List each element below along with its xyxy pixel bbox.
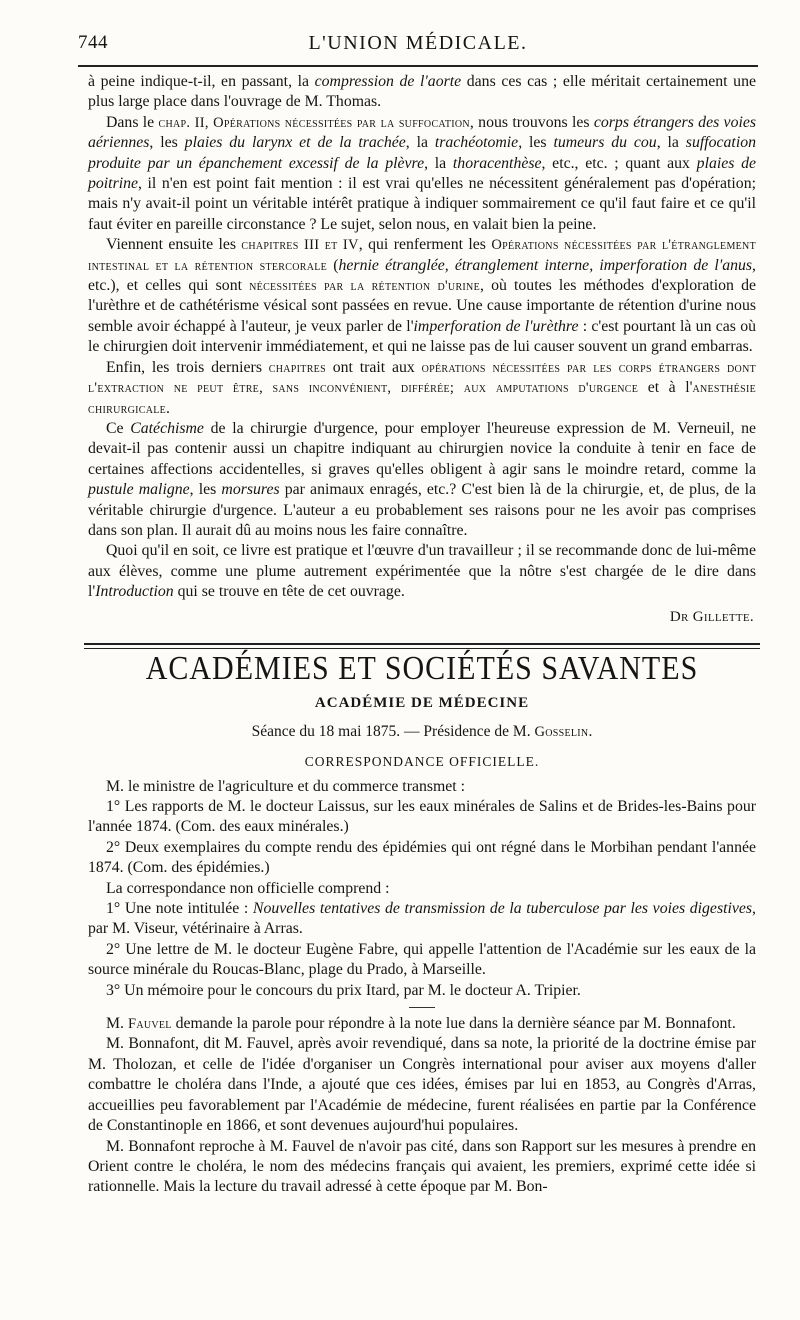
italic-run: thoracenthèse: [452, 154, 542, 172]
italic-run: morsures: [221, 481, 280, 499]
text-run: , la: [656, 134, 686, 152]
text-run: par animaux enragés, etc.? C'est bien là de la chirurgie, et, de plus, de la véritable chirurgie d'urgence. L'auteur a eu probablement ses raisons pour ne les avoir pas comprises dans son plan. Il aurait dû au moins nous les faire connaître.: [88, 481, 756, 539]
review-paragraph-3: [88, 235, 756, 357]
text-run: .: [588, 722, 593, 740]
smallcaps-run: chapitres III et IV: [241, 237, 359, 254]
text-run: Enfin, les trois derniers: [106, 358, 269, 376]
italic-run: corps étrangers des voies aériennes: [88, 113, 757, 152]
italic-run: imperforation de l'urèthre: [413, 317, 579, 335]
text-run: .: [166, 399, 170, 417]
text-run: Séance du 18 mai 1875. — Présidence de M.: [251, 722, 535, 740]
correspondance-item: M. le ministre de l'agriculture et du commerce transmet :: [106, 777, 466, 795]
text-run: M.: [106, 1015, 128, 1033]
text-run: demande la parole pour répondre à la note lue dans la dernière séance par M. Bonnafont.: [171, 1015, 736, 1033]
text-run: (: [327, 256, 339, 274]
president-name: Gosselin: [534, 723, 589, 740]
review-paragraph-6: [88, 541, 756, 602]
text-run: et à l': [638, 379, 693, 397]
text-run: , les: [518, 134, 554, 152]
text-run: de la chirurgie d'urgence, pour employer l'heureuse expression de M. Verneuil, ne devait-il pas contenir aussi un chapitre indiquant au chirurgien novice la conduite à tenir en face de certaines affections accidentelles, si graves qu'elles obligent à agir sans le moindre retard, comme la: [88, 419, 757, 478]
separator-rule: [409, 1007, 435, 1008]
text-run: Viennent ensuite les: [106, 236, 242, 254]
italic-run: plaies de poitrine: [88, 154, 757, 193]
text-run: , les: [149, 134, 185, 152]
page-number: 744: [78, 32, 108, 53]
section-rule-thick: [84, 643, 760, 645]
review-paragraph-1: [88, 72, 756, 113]
academy-title: ACADÉMIE DE MÉDECINE: [314, 695, 530, 712]
text-run: , où toutes les méthodes d'exploration de l'urèthre et de cathétérisme vésical sont passées en revue. Une cause importante de rétention d'urine nous semble avoir échappé à l'auteur, je veux parler de l': [88, 277, 756, 335]
correspondance-item: 3° Un mémoire pour le concours du prix Itard, par M. le docteur A. Tripier.: [106, 981, 581, 999]
review-paragraph-2: [88, 113, 756, 235]
italic-run: tumeurs du cou: [553, 134, 657, 152]
italic-run: Nouvelles tentatives de transmission de la tuberculose par les voies digestives: [252, 900, 753, 918]
text-run: à peine indique-t-il, en passant, la: [88, 73, 315, 90]
italic-run: plaies du larynx et de la trachée: [184, 134, 406, 152]
speaker-name: Fauvel: [127, 1016, 172, 1033]
text-run: 1° Une note intitulée :: [106, 900, 253, 918]
text-run: Ce: [106, 419, 131, 437]
text-run: dans ces cas ; elle méritait certainement une plus large place dans l'ouvrage de M. Thomas.: [88, 73, 756, 111]
text-run: Quoi qu'il en soit, ce livre est pratique et l'œuvre d'un travailleur ; il se recommande donc de lui-même aux élèves, comme une plume autrement expérimentée que la nôtre s'est chargée de le dire dans l': [88, 542, 756, 601]
correspondance-item: 2° Une lettre de M. le docteur Eugène Fabre, qui appelle l'attention de l'Académie sur les eaux de la source minérale du Roucas-Blanc, plage du Prado, à Marseille.: [88, 940, 756, 979]
discussion-paragraph: M. Bonnafont, dit M. Fauvel, après avoir revendiqué, dans sa note, la priorité de la doctrine émise par M. Tholozan, et celle de l'idée d'organiser un Congrès international pour aviser aux moyens d'aller combattre le choléra dans l'Inde, a ajouté que ces idées, émises par lui en 1853, au Congrès d'Arras, accueillies peu favorablement par l'Académie de médecine, furent réalisées en partie par la Conférence de Constantinople en 1866, et sont devenues aujourd'hui populaires.: [88, 1035, 756, 1135]
text-run: , la: [405, 134, 435, 152]
review-paragraph-4: [88, 358, 756, 419]
italic-run: suffocation produite par un épanchement excessif de la plèvre: [88, 134, 757, 172]
text-run: , qui renferment les: [358, 236, 492, 254]
smallcaps-run: opérations nécessitées par les corps étrangers dont l'extraction ne peut être, sans inconvénient, différée; aux amputations d'urgence: [88, 359, 757, 397]
italic-run: Catéchisme: [130, 419, 204, 437]
text-run: ont trait aux: [325, 358, 422, 376]
italic-run: Introduction: [95, 583, 174, 601]
smallcaps-run: anesthésie chirurgicale: [88, 380, 756, 417]
text-run: , les: [189, 481, 222, 499]
text-run: qui se trouve en tête de cet ouvrage.: [173, 583, 405, 601]
text-run: , nous trouvons les: [469, 113, 594, 131]
header-rule: [78, 65, 758, 67]
section-rule-thin: [84, 648, 760, 649]
italic-run: pustule maligne: [88, 481, 190, 499]
running-title: L'UNION MÉDICALE.: [308, 32, 528, 54]
text-run: : c'est pourtant là un cas où le chirurgien doit intervenir immédiatement, et qui ne laisse pas de lui causer souvent un grand embarras.: [88, 317, 757, 356]
text-run: , etc.), et celles qui sont: [88, 256, 756, 295]
text-run: , il n'en est point fait mention : il est vrai qu'elles ne nécessitent généralement pas d'opération; mais n'y avait-il point un véritable intérêt pratique à indiquer sommairement ce qu'il faut faire et ce qu'il faut éviter en pareille circonstance ? Le sujet, selon nous, en valait bien la peine.: [88, 175, 756, 233]
text-run: Dans le: [106, 113, 159, 131]
text-run: , la: [424, 154, 453, 172]
smallcaps-run: nécessitées par la rétention d'urine: [249, 278, 480, 295]
italic-run: compression de l'aorte: [314, 73, 462, 90]
text-run: , etc., etc. ; quant aux: [541, 154, 697, 172]
italic-run: hernie étranglée, étranglement interne, imperforation de l'anus: [338, 256, 753, 274]
section-title: ACADÉMIES ET SOCIÉTÉS SAVANTES: [145, 649, 699, 687]
discussion-paragraph: M. Bonnafont reproche à M. Fauvel de n'avoir pas cité, dans son Rapport sur les mesures à prendre en Orient contre le choléra, le nom des médecins français qui avaient, les premiers, exprimé cette idée si rationnelle. Mais la lecture du travail adressé à cette époque par M. Bon-: [88, 1137, 756, 1196]
text-run: , par M. Viseur, vétérinaire à Arras.: [88, 900, 756, 938]
seance-line: [88, 722, 756, 742]
correspondance-heading: CORRESPONDANCE OFFICIELLE.: [304, 754, 540, 770]
review-paragraph-5: [88, 419, 756, 541]
correspondance-item: 1° Les rapports de M. le docteur Laissus, sur les eaux minérales de Salins et de Brides-les-Bains pour l'année 1874. (Com. des eaux minérales.): [88, 798, 756, 836]
chapter-heading-run: chap. II, Opérations nécessitées par la suffocation: [158, 114, 470, 131]
correspondance-item: La correspondance non officielle comprend :: [106, 879, 390, 897]
smallcaps-run: Opérations nécessitées par l'étranglement intestinal et la rétention stercorale: [88, 237, 756, 274]
smallcaps-run: chapitres: [268, 359, 326, 376]
author-signature: Dr Gillette.: [669, 608, 754, 625]
correspondance-item: [88, 899, 756, 940]
page-body: [88, 72, 756, 1198]
page-header: [78, 32, 758, 62]
correspondance-item: 2° Deux exemplaires du compte rendu des épidémies qui ont régné dans le Morbihan pendant l'année 1874. (Com. des épidémies.): [88, 838, 756, 877]
discussion-paragraph: [88, 1014, 756, 1034]
italic-run: trachéotomie: [434, 134, 519, 152]
